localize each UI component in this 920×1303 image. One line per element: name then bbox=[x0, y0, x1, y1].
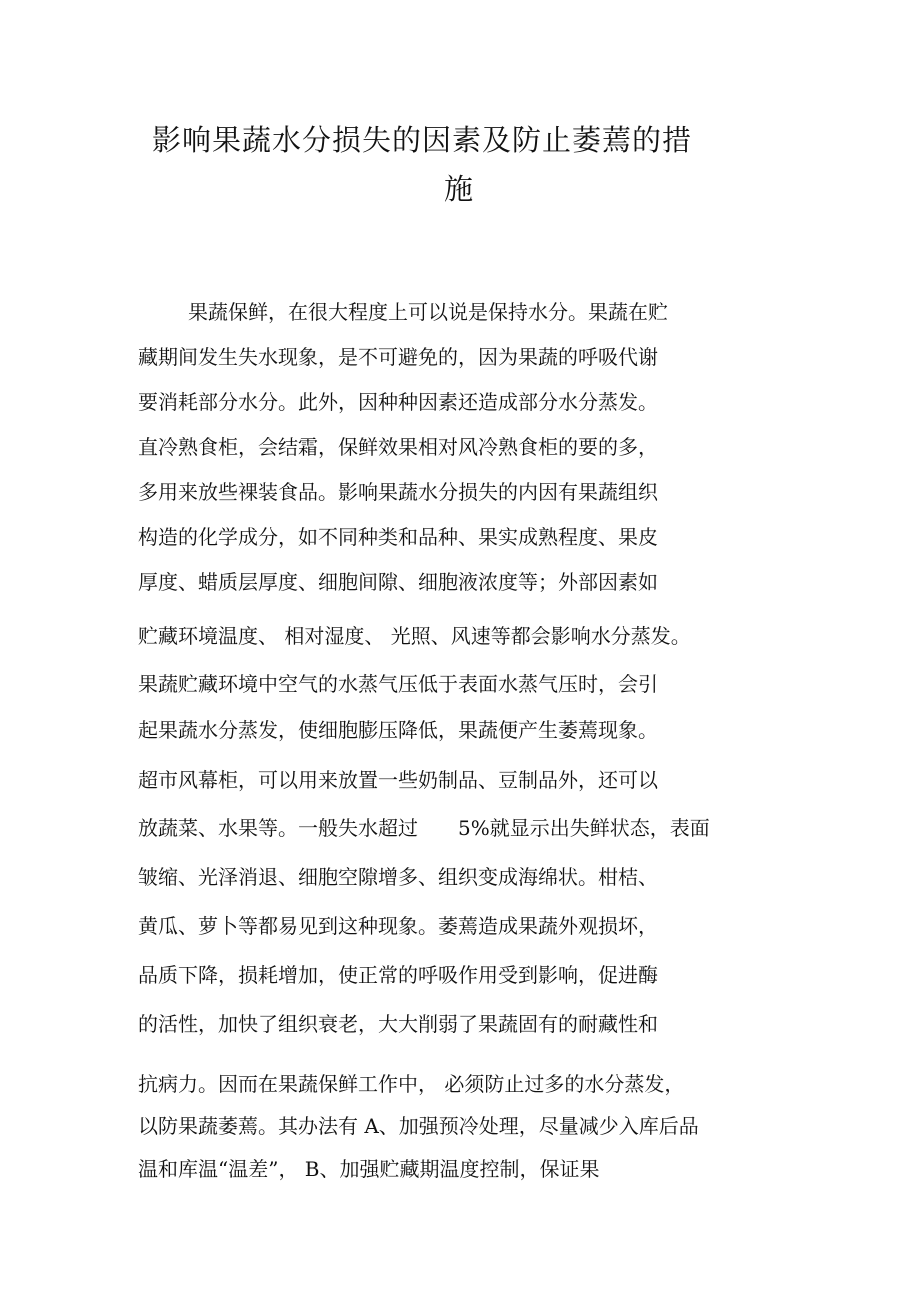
paragraph-line-6: 构造的化学成分，如不同种类和品种、果实成熟程度、果皮 bbox=[138, 525, 658, 549]
document-title-line-2: 施 bbox=[444, 172, 475, 206]
paragraph-line-9: 果蔬贮藏环境中空气的水蒸气压低于表面水蒸气压时，会引 bbox=[138, 672, 658, 696]
paragraph-line-13: 皱缩、光泽消退、细胞空隙增多、组织变成海绵状。柑桔、 bbox=[138, 865, 658, 889]
paragraph-line-11: 超市风幕柜，可以用来放置一些奶制品、豆制品外，还可以 bbox=[138, 768, 658, 792]
paragraph-line-16: 的活性，加快了组织衰老，大大削弱了果蔬固有的耐藏性和 bbox=[138, 1012, 658, 1036]
paragraph-line-8: 贮藏环境温度、 相对湿度、 光照、风速等都会影响水分蒸发。 bbox=[138, 624, 691, 648]
paragraph-line-3: 要消耗部分水分。此外，因种种因素还造成部分水分蒸发。 bbox=[138, 390, 658, 414]
document-title-line-1: 影响果蔬水分损失的因素及防止萎蔫的措 bbox=[152, 123, 693, 157]
paragraph-line-10: 起果蔬水分蒸发，使细胞膨压降低，果蔬便产生萎蔫现象。 bbox=[138, 718, 658, 742]
paragraph-line-19: 温和库温“温差”， B、加强贮藏期温度控制，保证果 bbox=[138, 1157, 600, 1181]
paragraph-line-18: 以防果蔬萎蔫。其办法有 A、加强预冷处理，尽量减少入库后品 bbox=[138, 1114, 699, 1138]
paragraph-line-14: 黄瓜、萝卜等都易见到这种现象。萎蔫造成果蔬外观损坏， bbox=[138, 914, 658, 938]
paragraph-line-2: 藏期间发生失水现象，是不可避免的，因为果蔬的呼吸代谢 bbox=[138, 345, 658, 369]
paragraph-line-5: 多用来放些裸装食品。影响果蔬水分损失的内因有果蔬组织 bbox=[138, 480, 658, 504]
paragraph-line-1: 果蔬保鲜，在很大程度上可以说是保持水分。果蔬在贮 bbox=[188, 300, 668, 324]
paragraph-line-7: 厚度、蜡质层厚度、细胞间隙、细胞液浓度等；外部因素如 bbox=[138, 570, 658, 594]
paragraph-line-17: 抗病力。因而在果蔬保鲜工作中， 必须防止过多的水分蒸发， bbox=[138, 1072, 685, 1096]
paragraph-line-12: 放蔬菜、水果等。一般失水超过 5%就显示出失鲜状态，表面 bbox=[138, 816, 710, 840]
paragraph-line-15: 品质下降，损耗增加，使正常的呼吸作用受到影响，促进酶 bbox=[138, 963, 658, 987]
paragraph-line-4: 直冷熟食柜，会结霜，保鲜效果相对风冷熟食柜的要的多， bbox=[138, 435, 658, 459]
